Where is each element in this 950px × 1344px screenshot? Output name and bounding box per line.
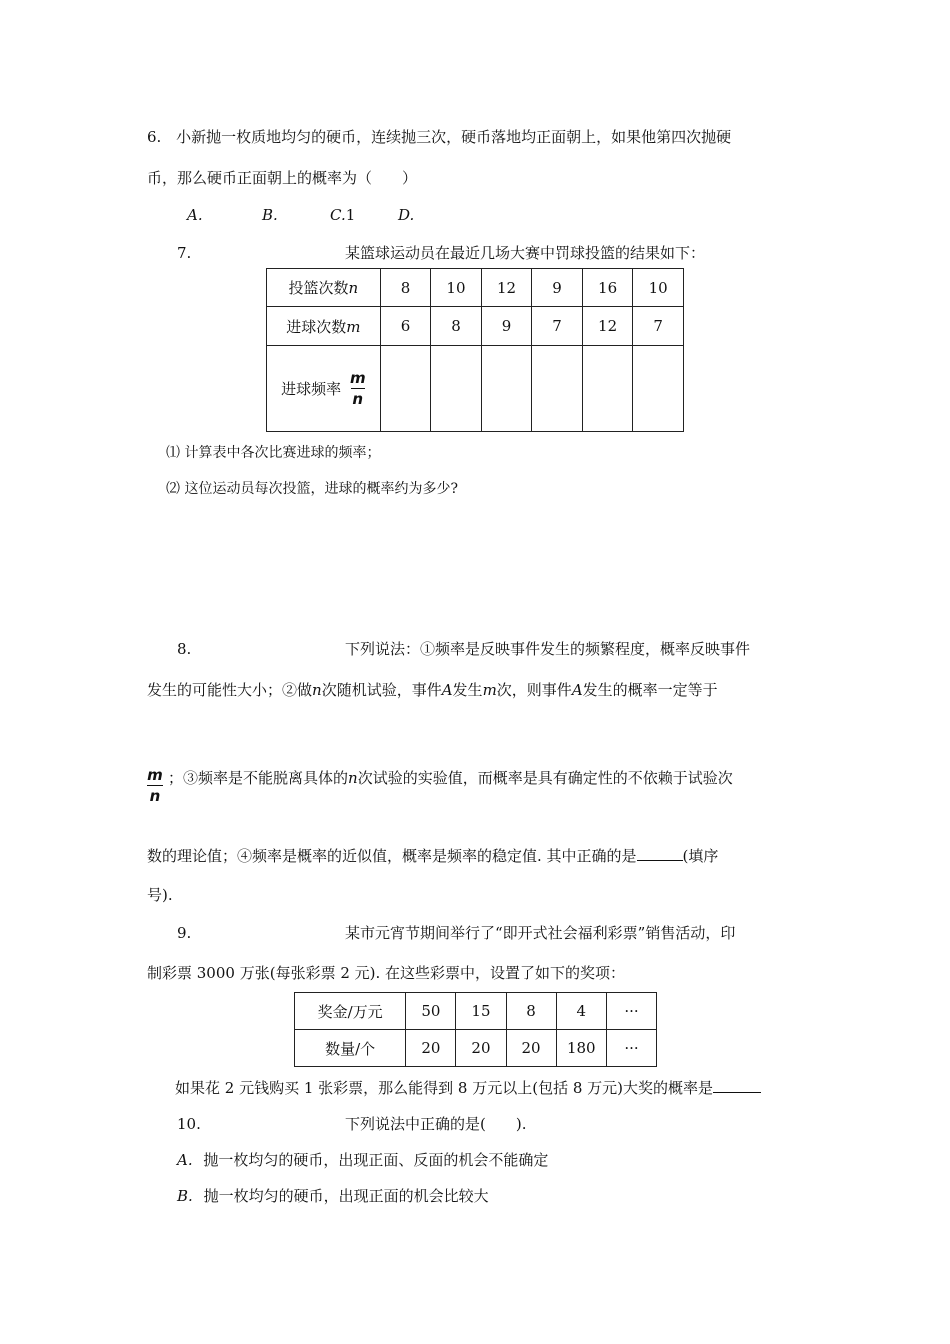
q7-answer-cell[interactable] [582,346,633,432]
q9-after: 如果花 2 元钱购买 1 张彩票，那么能得到 8 万元以上(包括 8 万元)大奖的概率是 [175,1078,761,1098]
q6-number: 6. [147,128,162,146]
q9-cell: ··· [606,1030,656,1067]
q8-line5: 号). [147,886,173,904]
q8-line2: 发生的可能性大小；②做n次随机试验，事件A发生m次，则事件A发生的概率一定等于 [147,681,718,699]
q7-row3-header: 进球频率 $\frac{m}{n}$ [267,346,381,432]
q10-number: 10. [177,1115,201,1133]
q9-cell: 20 [456,1030,506,1067]
q9-cell: 20 [506,1030,556,1067]
q6-option-d: D. [398,206,415,224]
q7-cell: 12 [481,269,532,307]
q6-option-c-value: 1 [345,206,356,224]
q7-cell: 16 [582,269,633,307]
q8-number: 8. [177,640,192,658]
q9-cell: 20 [406,1030,456,1067]
q7-cell: 8 [380,269,430,307]
q8-line1: 下列说法：①频率是反映事件发生的频繁程度，概率反映事件 [345,640,751,658]
q7-answer-cell[interactable] [532,346,582,432]
q7-cell: 6 [380,307,430,346]
q7-number: 7. [177,244,192,262]
q9-line1: 某市元宵节期间举行了“即开式社会福利彩票”销售活动，印 [345,924,736,942]
q9-cell: 50 [406,993,456,1030]
q9-table-row-prize [295,993,657,1030]
q8-line3: ；③频率是不能脱离具体的n次试验的实验值，而概率是具有确定性的不依赖于试验次 [168,769,733,787]
q8-fraction: m n [147,766,163,805]
q6-option-a: A. [187,206,203,224]
fraction-bar [147,785,163,786]
q6-text-line1: 小新抛一枚质地均匀的硬币，连续抛三次，硬币落地均正面朝上，如果他第四次抛硬 [176,128,732,146]
var-n: n [348,279,359,297]
q8-line4: 数的理论值；④频率是概率的近似值，概率是频率的稳定值. 其中正确的是 (填序 [147,847,719,865]
q9-row1-header: 奖金/万元 [295,993,406,1030]
q7-answer-cell[interactable] [481,346,532,432]
q10-option-b[interactable]: B. 抛一枚均匀的硬币，出现正面的机会比较大 [177,1187,489,1205]
q9-number: 9. [177,924,192,942]
q7-cell: 10 [431,269,482,307]
q7-answer-cell[interactable] [431,346,482,432]
q7-answer-cell[interactable] [633,346,684,432]
q7-cell: 7 [633,307,684,346]
q7-sub1: ⑴ 计算表中各次比赛进球的频率； [166,445,381,461]
q7-stem: 某篮球运动员在最近几场大赛中罚球投篮的结果如下： [345,244,706,262]
q9-cell: 15 [456,993,506,1030]
q7-cell: 7 [532,307,582,346]
q7-sub2: ⑵ 这位运动员每次投篮，进球的概率约为多少? [166,481,458,497]
q7-cell: 10 [633,269,684,307]
q7-row2-header: 进球次数m [267,307,381,346]
q9-line2: 制彩票 3000 万张(每张彩票 2 元). 在这些彩票中，设置了如下的奖项： [147,964,626,982]
q9-cell: ··· [606,993,656,1030]
q6-option-b: B. [262,206,278,224]
q7-cell: 9 [481,307,532,346]
q7-table-row-shots [267,269,684,307]
q6-text-line2: 币，那么硬币正面朝上的概率为（ ） [147,169,418,187]
q9-row2-header: 数量/个 [295,1030,406,1067]
var-m: m [346,317,361,336]
q10-stem: 下列说法中正确的是( ). [345,1115,527,1133]
q7-row1-header: 投篮次数n [267,269,381,307]
q7-table-row-made [267,307,684,346]
q6-option-c [330,205,355,225]
q7-table [266,268,684,432]
q10-option-a[interactable]: A. 抛一枚均匀的硬币，出现正面、反面的机会不能确定 [177,1151,549,1169]
q6-line1 [147,127,731,147]
q9-cell: 180 [556,1030,606,1067]
q9-cell: 4 [556,993,606,1030]
q7-answer-cell[interactable] [380,346,430,432]
q6-option-c-label: C. [330,206,346,224]
q9-answer-blank[interactable] [713,1078,761,1093]
q7-cell: 8 [431,307,482,346]
q9-table [294,992,657,1067]
q7-frequency-fraction: $\frac{m}{n}$ [349,369,366,408]
q7-cell: 12 [582,307,633,346]
fraction-bar [351,388,365,389]
q7-table-row-frequency [267,346,684,432]
q7-cell: 9 [532,269,582,307]
q9-cell: 8 [506,993,556,1030]
q9-table-row-count [295,1030,657,1067]
q8-answer-blank[interactable] [637,846,683,861]
